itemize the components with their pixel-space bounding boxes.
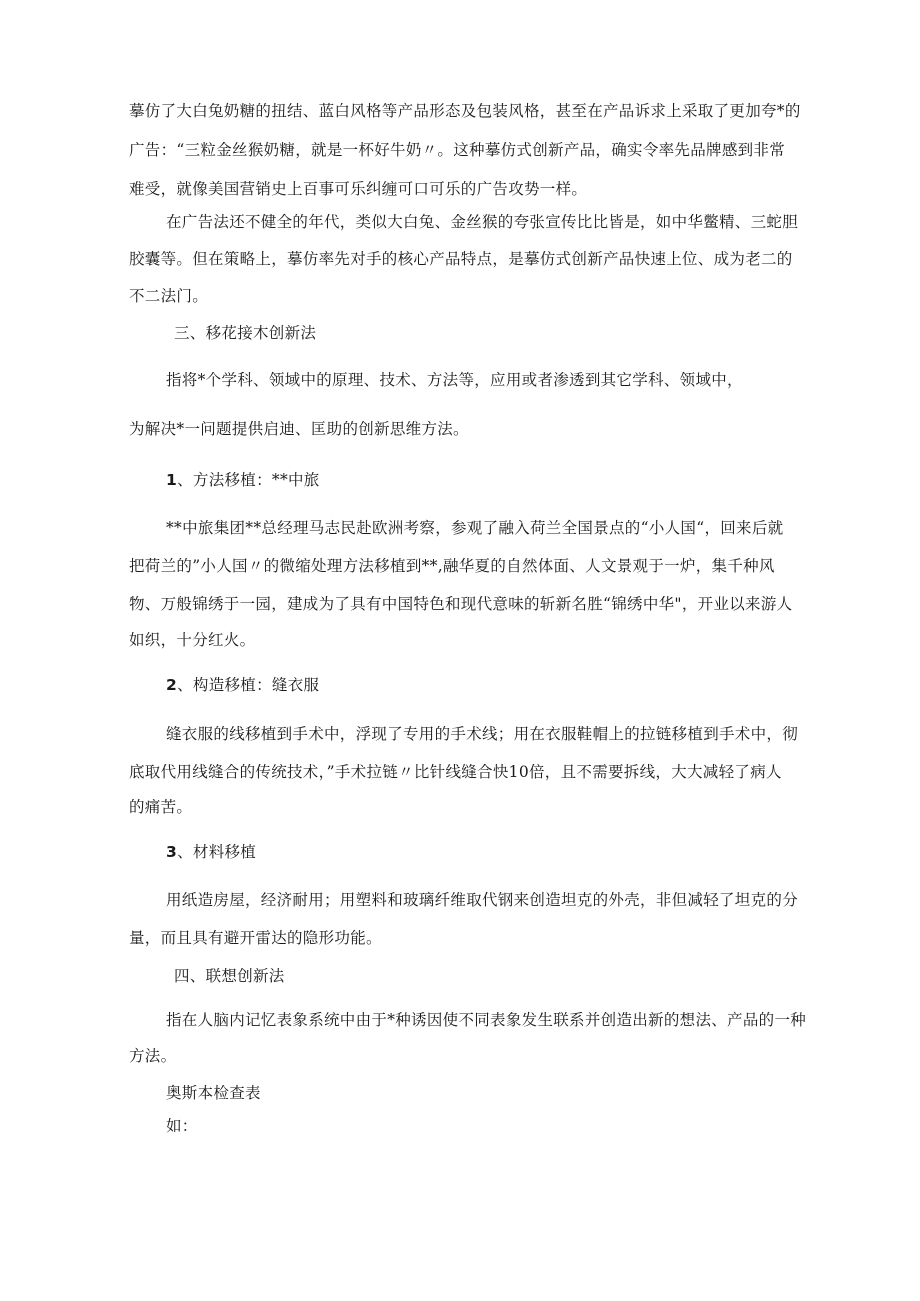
para2-line2: 胶囊等。但在策略上，摹仿率先对手的核心产品特点，是摹仿式创新产品快速上位、成为老二的 [129, 250, 793, 268]
para5-line3: 的痛苦。 [129, 798, 193, 816]
para3-line1: 指将*个学科、领域中的原理、技术、方法等，应用或者渗透到其它学科、领域中， [166, 371, 743, 389]
subheading-2-text: 、构造移植：缝衣服 [177, 676, 320, 694]
para4-line1: **中旅集团**总经理马志民赴欧洲考察，参观了融入荷兰全国景点的“小人国“，回来后就 [166, 519, 784, 537]
para1-line1: 摹仿了大白兔奶糖的扭结、蓝白风格等产品形态及包装风格，甚至在产品诉求上采取了更加夸*的 [129, 102, 801, 120]
para8: 奥斯本检查表 [166, 1084, 261, 1102]
subheading-3 [166, 842, 256, 862]
para1-line2: 广告：“三粒金丝猴奶糖，就是一杯好牛奶〃。这种摹仿式创新产品，确实令率先品牌感到非常 [129, 141, 786, 159]
subheading-1-number: 1 [166, 471, 178, 489]
subheading-1 [166, 470, 320, 490]
para3-line2: 为解决*一问题提供启迪、匡助的创新思维方法。 [129, 420, 469, 438]
para6-line2: 量，而且具有避开雷达的隐形功能。 [129, 929, 382, 947]
subheading-1-text: 、方法移植：**中旅 [177, 471, 320, 489]
heading-4: 四、联想创新法 [174, 967, 285, 985]
para5-line2: 底取代用线缝合的传统技术，”手术拉链〃比针线缝合快10倍，且不需要拆线，大大减轻了病人 [129, 763, 782, 781]
para4-line3: 物、万般锦绣于一园，建成为了具有中国特色和现代意味的斩新名胜“锦绣中华"，开业以来游人 [129, 595, 793, 613]
subheading-2-number: 2 [166, 676, 178, 694]
para2-line1: 在广告法还不健全的年代，类似大白兔、金丝猴的夸张宣传比比皆是，如中华鳖精、三蛇胆 [166, 213, 799, 231]
para4-line2: 把荷兰的”小人国〃的微缩处理方法移植到**,融华夏的自然体面、人文景观于一炉，集千种风 [129, 557, 775, 575]
heading-3: 三、移花接木创新法 [174, 324, 317, 342]
subheading-2 [166, 675, 319, 695]
subheading-3-number: 3 [166, 843, 178, 861]
para6-line1: 用纸造房屋，经济耐用；用塑料和玻璃纤维取代钢来创造坦克的外壳，非但减轻了坦克的分 [166, 891, 799, 909]
para2-line3: 不二法门。 [129, 287, 209, 305]
para1-line3: 难受，就像美国营销史上百事可乐纠缠可口可乐的广告攻势一样。 [129, 180, 588, 198]
para7-line1: 指在人脑内记忆表象系统中由于*种诱因使不同表象发生联系并创造出新的想法、产品的一种 [166, 1011, 807, 1029]
para4-line4: 如织，十分红火。 [129, 631, 256, 649]
para7-line2: 方法。 [129, 1047, 177, 1065]
para5-line1: 缝衣服的线移植到手术中，浮现了专用的手术线；用在衣服鞋帽上的拉链移植到手术中，彻 [166, 725, 799, 743]
para9: 如： [166, 1117, 198, 1135]
subheading-3-text: 、材料移植 [177, 843, 257, 861]
